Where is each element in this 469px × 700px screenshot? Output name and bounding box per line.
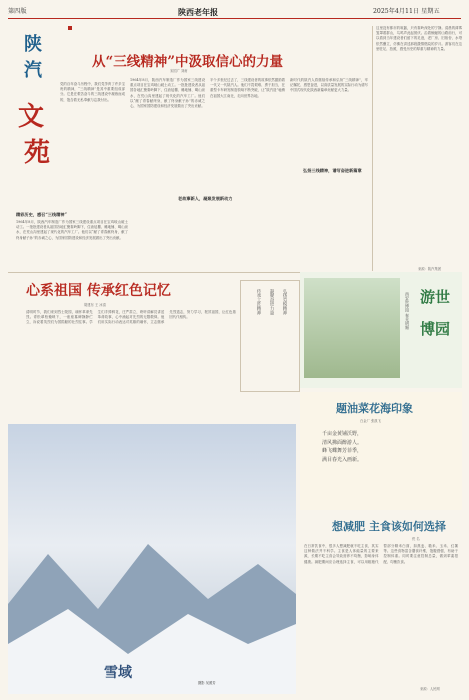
column-char-4: 苑 — [24, 138, 51, 168]
lead-intro: 党的百年奋斗历程中，我们党孕育了许多宝贵的精神，“三线精神”是其中重要组成部分。它是在艰苦奋斗的三线建设中凝练而成的，饱含着无私奉献与忘我付出。 — [60, 82, 125, 102]
painting-byline: 白金厂 张凯飞 — [360, 419, 381, 423]
column-name — [16, 28, 62, 188]
lead-body-3: 新时代的陕汽人将继续传承和弘扬“三线精神”，牢记嘱托、感恩奋进，以高质量发展的实际行动为谱写中国式现代化陕西新篇章贡献更大力量。 — [290, 78, 368, 93]
tour-block — [300, 272, 462, 388]
poem-line-3: 蜂飞蝶舞芳菲季， — [322, 448, 363, 454]
essay-block — [300, 514, 462, 694]
painting-poem — [322, 430, 362, 464]
paper-name: 陕西老年报 — [178, 7, 218, 17]
lead-subhead-1: 精彩历史，感召“三线精神” — [16, 212, 67, 217]
painting-block — [300, 392, 462, 510]
poem-section-byline: 胡建东 王 冰清 — [84, 303, 106, 307]
lead-subhead-3: 弘扬三线精神，谱写奋进新篇章 — [303, 168, 362, 173]
ad-block — [240, 280, 300, 392]
tour-title-1: 游世 — [420, 288, 451, 306]
page-header — [8, 7, 461, 17]
lead-body-4: 1964年8月，陕西汽车制造厂作为国家三线建设重点项目在宝鸡岐山破土动工。一批批建设者从祖国各地汇聚秦岭脚下，住油毡棚、睡地铺、喝山泉水，在荒山沟里建起了现代化的汽车工厂。他们以“献了青春献终身，献了终身献子孙”的赤诚之心，为国家国防建设和经济发展做出了突出贡献。 — [16, 220, 128, 240]
ad-line-2: 凝聚奋进力量 — [269, 289, 274, 315]
right-top-body: 这里没有都市的喧嚣，只有秦岭深处的宁静。清晨的薄雾笼罩着群山，鸟鸣声此起彼伏。沿着蜿蜒的山路前行，可以看到当年建设者们留下的足迹，老厂房、旧宿舍、水塔依然矗立，仿佛在讲述那段激情燃烧的岁月。游客们在这里驻足、拍照，感受历史的厚重与精神的力量。 — [376, 26, 462, 51]
essay-title: 想减肥 主食该如何选择 — [332, 520, 446, 533]
tour-caption: 西安世博园 春光明媚 — [405, 292, 410, 330]
right-top-note: 来源：陕汽集团 — [418, 267, 442, 271]
tour-photo — [304, 278, 400, 378]
essay-body: 在日常饮食中，很多人想减肥就不吃主食，其实这种做法并不科学。主食是人体能量的主要来源，长期不吃主食会导致营养不均衡，影响身体健康。减肥期间应合理选择主食，可以用粗粮代替部分精米白面，如燕麦、糙米、玉米、红薯等。这些食物富含膳食纤维，饱腹感强，有助于控制体重。同时要注意控制总量，做到荤素搭配、均衡饮食。 — [304, 544, 458, 564]
photo-credit: 摄影 吴照芳 — [198, 681, 216, 685]
mountain-icon — [8, 514, 296, 694]
poem-section-body: 清明时节，我们来到烈士陵园，缅怀革命先烈。青松翠柏掩映下，一座座墓碑静静伫立，诉说着英烈们为国捐躯的壮烈往事。学生们手捧鲜花，庄严肃立，聆听讲解员讲述革命故事，心中涌起对先烈的无限敬仰。他们用实际行动表达对英雄的缅怀，立志继承先烈遗志，努力学习，报效祖国，让红色基因代代相传。 — [26, 310, 236, 325]
tour-title-2: 博园 — [420, 320, 451, 338]
poem-line-2: 清风拂面醉游人。 — [322, 439, 363, 446]
title-mark — [68, 26, 72, 30]
lead-subhead-2: 老故事新人，凝聚发展新动力 — [178, 196, 233, 201]
lead-byline: 宋国广 刘甫 — [170, 69, 188, 73]
painting-title: 题油菜花海印象 — [336, 402, 413, 415]
snow-photo — [8, 424, 296, 694]
poem-line-1: 千亩金黄铺沃野， — [322, 431, 363, 437]
column-char-1: 陕 — [24, 34, 42, 55]
ad-line-1: 弘扬劳模精神 — [282, 289, 287, 315]
essay-note: 来源：人民网 — [420, 687, 440, 691]
lead-body-2: 半个多世纪过去了，三线建设者的故事依然激励着一代又一代陕汽人。他们不畏艰难、勇于担当，在重型卡车研发制造领域不断突破，让“陕汽造”驰骋在祖国大江南北，走向世界各地。 — [210, 78, 285, 98]
lead-body-1: 1964年8月，陕西汽车制造厂作为国家三线建设重点项目在宝鸡岐山破土动工。一批批建设者从祖国各地汇聚秦岭脚下，住油毡棚、睡地铺、喝山泉水，在荒山沟里建起了现代化的汽车工厂。他们以“献了青春献终身，献了终身献子孙”的赤诚之心，为国家国防建设和经济发展做出了突出贡献。 — [130, 78, 205, 109]
poem-line-4: 满目春光入画新。 — [322, 456, 363, 463]
column-char-3: 文 — [18, 102, 45, 132]
page-number: 第四版 — [8, 8, 27, 15]
lead-title: 从“三线精神”中汲取信心的力量 — [92, 54, 284, 70]
poem-section-title: 心系祖国 传承红色记忆 — [26, 283, 171, 299]
issue-date: 2025年4月11日 星期五 — [373, 8, 440, 15]
column-char-2: 汽 — [24, 60, 42, 81]
ad-line-3: 传承工匠精神 — [256, 289, 261, 315]
essay-byline: 佚 名 — [412, 537, 420, 541]
column-divider — [372, 26, 373, 271]
photo-caption: 雪域 — [104, 665, 132, 681]
header-rule — [8, 18, 461, 19]
